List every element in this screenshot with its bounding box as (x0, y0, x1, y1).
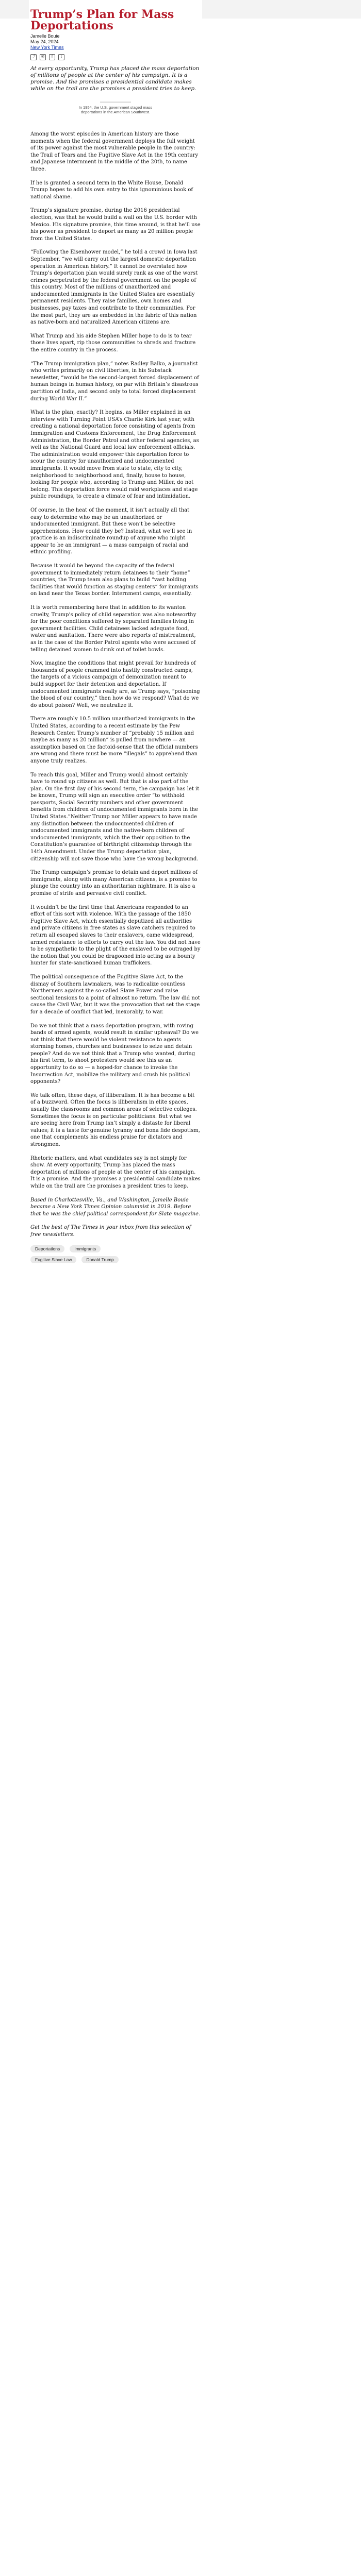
tag-chip[interactable]: Deportations (30, 1245, 64, 1252)
paragraph: Rhetoric matters, and what candidates say is not simply for show. At every opportunity, Trump has placed the mass deportation of millions of people at the center of his campaign. It is a promise. And the promises a presidential candidate makes while on the trail are the promises a president tries to keep. (30, 1155, 201, 1189)
paragraph: If he is granted a second term in the White House, Donald Trump hopes to add his own entry to this ignominious book of national shame. (30, 180, 193, 200)
author-bio: Based in Charlottesville, Va., and Washington, Jamelle Bouie became a New York Times Opinion columnist in 2019. Before that he was the chief political correspondent for Slate magazine. (30, 1197, 201, 1217)
paragraph: Of course, in the heat of the moment, it isn’t actually all that easy to determine who may be an unauthorized or undocumented immigrant. But these won’t be selective apprehensions. How could they be? Instead, what we’ll see in practice is an indiscriminate roundup of anyone who might appear to be an immigrant — a mass campaign of racial and ethnic profiling. (30, 507, 192, 555)
twitter-icon[interactable]: t (58, 54, 64, 60)
byline: Jamelle Bouie (30, 33, 60, 39)
share-bar (30, 54, 201, 60)
email-icon[interactable]: ✉ (40, 54, 46, 60)
paragraph: The political consequence of the Fugitive Slave Act, to the dismay of Southern lawmakers, was to radicalize countless Northerners against the so-called Slave Power and raise sectional tensions to a point of almost no return. The law did not cause the Civil War, but it was the provocation that set the stage for a decade of conflict that led, inexorably, to war. (30, 974, 200, 1015)
article-image (100, 101, 131, 103)
paragraph: It is worth remembering here that in addition to its wanton cruelty, Trump’s policy of child separation was also noteworthy for the poor conditions suffered by separated families living in government facilities. Child detainees lacked adequate food, water and sanitation. There were also reports of mistreatment, as in the case of the Border Patrol agents who were accused of telling detained women to drink out of toilet bowls. (30, 605, 196, 653)
tag-chip[interactable]: Donald Trump (81, 1256, 118, 1263)
paragraph: What Trump and his aide Stephen Miller hope to do is to tear those lives apart, rip those communities to shreds and fracture the entire country in the process. (30, 333, 196, 353)
facebook-icon[interactable]: f (49, 54, 55, 60)
paragraph: There are roughly 10.5 million unauthorized immigrants in the United States, according to a recent estimate by the Pew Research Center. Trump’s number of “probably 15 million and maybe as many as 20 million” is pulled from nowhere — an assumption based on the factoid-sense that the official numbers are wrong and there must be more “illegals” to apprehend than anyone truly realizes. (30, 716, 198, 764)
paragraph: Now, imagine the conditions that might prevail for hundreds of thousands of people crammed into hastily constructed camps, the targets of a vicious campaign of demonization meant to build support for their detention and deportation. If undocumented immigrants really are, as Trump says, “poisoning the blood of our country,” then how do we respond? What do we do about poison? Well, we neutralize it. (30, 660, 200, 708)
publish-date: May 24, 2024 (30, 39, 59, 44)
tag-chip[interactable]: Immigrants (70, 1245, 101, 1252)
article-card (29, 0, 202, 2576)
paragraph: It wouldn’t be the first time that Americans responded to an effort of this sort with violence. With the passage of the 1850 Fugitive Slave Act, which essentially deputized all authorities and private citizens in free states as slave catchers required to return all escaped slaves to their enslavers, came widespread, armed resistance to efforts to carry out the law. You did not have to be sympathetic to the plight of the enslaved to be outraged by the notion that you could be dragooned into acting as a bounty hunter for state-sanctioned human traffickers. (30, 904, 201, 967)
publication-link[interactable]: New York Times (30, 45, 64, 50)
article-headline: Trump’s Plan for Mass Deportations (30, 8, 174, 32)
paragraph: The Trump campaign’s promise to detain and deport millions of immigrants, along with many American citizens, is a promise to plunge the country into an authoritarian nightmare. It is also a promise of strife and pervasive civil conflict. (30, 870, 198, 896)
paragraph: Because it would be beyond the capacity of the federal government to immediately return detainees to their “home” countries, the Trump team also plans to build “vast holding facilities that would function as staging centers” for immigrants on land near the Texas border. Internment camps, essentially. (30, 563, 199, 597)
paragraph: “The Trump immigration plan,” notes Radley Balko, a journalist who writes primarily on civil liberties, in his Substack newsletter, “would be the second-largest forced displacement of human beings in human history, on par with Britain’s disastrous partition of India, and second only to total forced displacement during World War II.” (30, 361, 199, 402)
paragraph: What is the plan, exactly? It begins, as Miller explained in an interview with Turning Point USA’s Charlie Kirk last year, with creating a national deportation force consisting of agents from Immigration and Customs Enforcement, the Drug Enforcement Administration, the Border Patrol and other federal agencies, as well as the National Guard and local law enforcement officials. The administration would empower this deportation force to scour the country for unauthorized and undocumented immigrants. It would move from state to state, city to city, neighborhood to neighborhood and, finally, house to house, looking for people who, according to Trump and Miller, do not belong. This deportation force would raid workplaces and stage public roundups, to create a climate of fear and intimidation. (30, 410, 199, 500)
image-caption: In 1954, the U.S. government staged mass deportations in the American Southwest. (78, 105, 153, 114)
share-icon[interactable]: ⤴ (30, 54, 37, 60)
article-dek: At every opportunity, Trump has placed the mass deportation of millions of people at the center of his campaign. It is a promise. And the promises a presidential candidate makes while on the trail are the promises a president tries to keep. (30, 65, 200, 92)
article-body (30, 131, 201, 1239)
paragraph: “Following the Eisenhower model,” he told a crowd in Iowa last September, “we will carry out the largest domestic deportation operation in American history.” It cannot be overstated how Trump’s deportation plan would surely rank as one of the worst crimes perpetrated by the federal government on the people of this country. Most of the millions of unauthorized and undocumented immigrants in the United States are essentially permanent residents. They raise families, own homes and businesses, pay taxes and contribute to their communities. For the most part, they are as embedded in the fabric of this nation as native-born and naturalized American citizens are. (30, 249, 198, 326)
paragraph: Do we not think that a mass deportation program, with roving bands of armed agents, would result in similar upheaval? Do we not think that there would be violent resistance to agents storming homes, churches and businesses to seize and detain people? And do we not think that a Trump who wanted, during his first term, to shoot protesters would see this as an opportunity to do so — a hoped-for chance to invoke the Insurrection Act, mobilize the military and crush his political opponents? (30, 1023, 199, 1085)
topic-tags (30, 1245, 201, 1263)
paragraph: To reach this goal, Miller and Trump would almost certainly have to round up citizens as well. But that is also part of the plan. On the first day of his second term, the campaign has let it be known, Trump will sign an executive order “to withhold passports, Social Security numbers and other government benefits from children of undocumented immigrants born in the United States.”Neither Trump nor Miller appears to have made any distinction between the undocumented children of undocumented immigrants and the native-born children of undocumented immigrants, which the their opposition to the Constitution’s guarantee of birthright citizenship through the 14th Amendment. Under the Trump deportation plan, citizenship will not save those who have the wrong background. (30, 772, 200, 862)
article-figure (30, 95, 201, 114)
paragraph: Trump’s signature promise, during the 2016 presidential election, was that he would build a wall on the U.S. border with Mexico. His signature promise, this time around, is that he’ll use his power as president to deport as many as 20 million people from the United States. (30, 208, 201, 242)
paragraph: We talk often, these days, of illiberalism. It is has become a bit of a buzzword. Often the focus is illiberalism in elite spaces, usually the classrooms and common areas of selective colleges. Sometimes the focus is on particular politicians. But what we are seeing here from Trump isn’t simply a distaste for liberal values; it is a taste for genuine tyranny and bona fide despotism, one that complements his endless praise for dictators and strongmen. (30, 1092, 200, 1147)
paragraph: Among the worst episodes in American history are those moments when the federal government deploys the full weight of its power against the most vulnerable people in the country: the Trail of Tears and the Fugitive Slave Act in the 19th century and Japanese internment in the middle of the 20th, to name three. (30, 131, 199, 172)
tag-chip[interactable]: Fugitive Slave Law (30, 1256, 76, 1263)
newsletter-tagline: Get the best of The Times in your inbox from this selection of free newsletters. (30, 1225, 191, 1238)
